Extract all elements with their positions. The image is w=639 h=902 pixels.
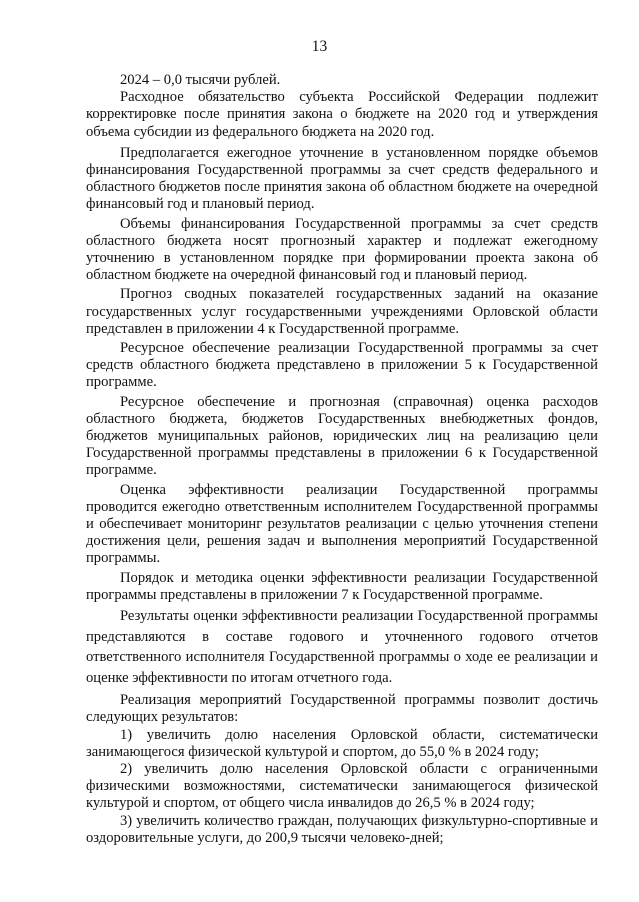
paragraph-annual-refinement: Предполагается ежегодное уточнение в установленном порядке объемов финансирования Государственной программы за счет средств федерального и областного бюджетов после принятия закона об областном бюджете на очередной финансовый год и плановый период. — [86, 144, 598, 213]
list-item-result-1: 1) увеличить долю населения Орловской области, систематически занимающегося физической культурой и спортом, до 55,0 % в 2024 году; — [86, 726, 598, 760]
paragraph-expected-results-intro: Реализация мероприятий Государственной программы позволит достичь следующих результатов: — [86, 692, 598, 726]
paragraph-assessment-methodology: Порядок и методика оценки эффективности реализации Государственной программы представлены в приложении 7 к Государственной программе. — [86, 569, 598, 603]
document-body — [86, 72, 598, 847]
paragraph-resource-provision: Ресурсное обеспечение реализации Государственной программы за счет средств областного бюджета представлено в приложении 5 к Государственной программе. — [86, 340, 598, 391]
list-item-result-2: 2) увеличить долю населения Орловской области с ограниченными физическими возможностями, систематически занимающегося физической культурой и спортом, от общего числа инвалидов до 26,5 % в 2024 году; — [86, 760, 598, 812]
paragraph-state-assignments: Прогноз сводных показателей государственных заданий на оказание государственных услуг государственными учреждениями Орловской области представлен в приложении 4 к Государственной программе. — [86, 286, 598, 337]
paragraph-subsidy-2024: 2024 – 0,0 тысячи рублей. — [120, 72, 281, 88]
paragraph-assessment-results: Результаты оценки эффективности реализации Государственной программы представляются в составе годового и уточненного годового отчетов ответственного исполнителя Государственной программы о ходе ее реализации и оценке эффективности по итогам отчетного года. — [86, 608, 598, 686]
paragraph-resource-estimate: Ресурсное обеспечение и прогнозная (справочная) оценка расходов областного бюджета, бюджетов Государственных внебюджетных фондов, бюджетов муниципальных районов, юридических лиц на реализацию цели Государственной программы представлены в приложении 6 к Государственной программе. — [86, 393, 598, 479]
list-item-result-3: 3) увеличить количество граждан, получающих физкультурно-спортивные и оздоровительные услуги, до 200,9 тысячи человеко-дней; — [86, 812, 598, 846]
page-number: 13 — [311, 38, 328, 55]
paragraph-expenditure-obligation: Расходное обязательство субъекта Российской Федерации подлежит корректировке после принятия закона о бюджете на 2020 год и утверждения объема субсидии из федерального бюджета на 2020 год. — [86, 89, 598, 140]
paragraph-regional-budget-forecast: Объемы финансирования Государственной программы за счет средств областного бюджета носят прогнозный характер и подлежат ежегодному уточнению в установленном порядке при формировании проекта закона об областном бюджете на очередной финансовый год и плановый период. — [86, 215, 598, 284]
paragraph-efficiency-assessment: Оценка эффективности реализации Государственной программы проводится ежегодно ответственным исполнителем Государственной программы и обеспечивает мониторинг результатов реализации с целью уточнения степени достижения цели, решения задач и выполнения мероприятий Государственной программы. — [86, 481, 598, 567]
